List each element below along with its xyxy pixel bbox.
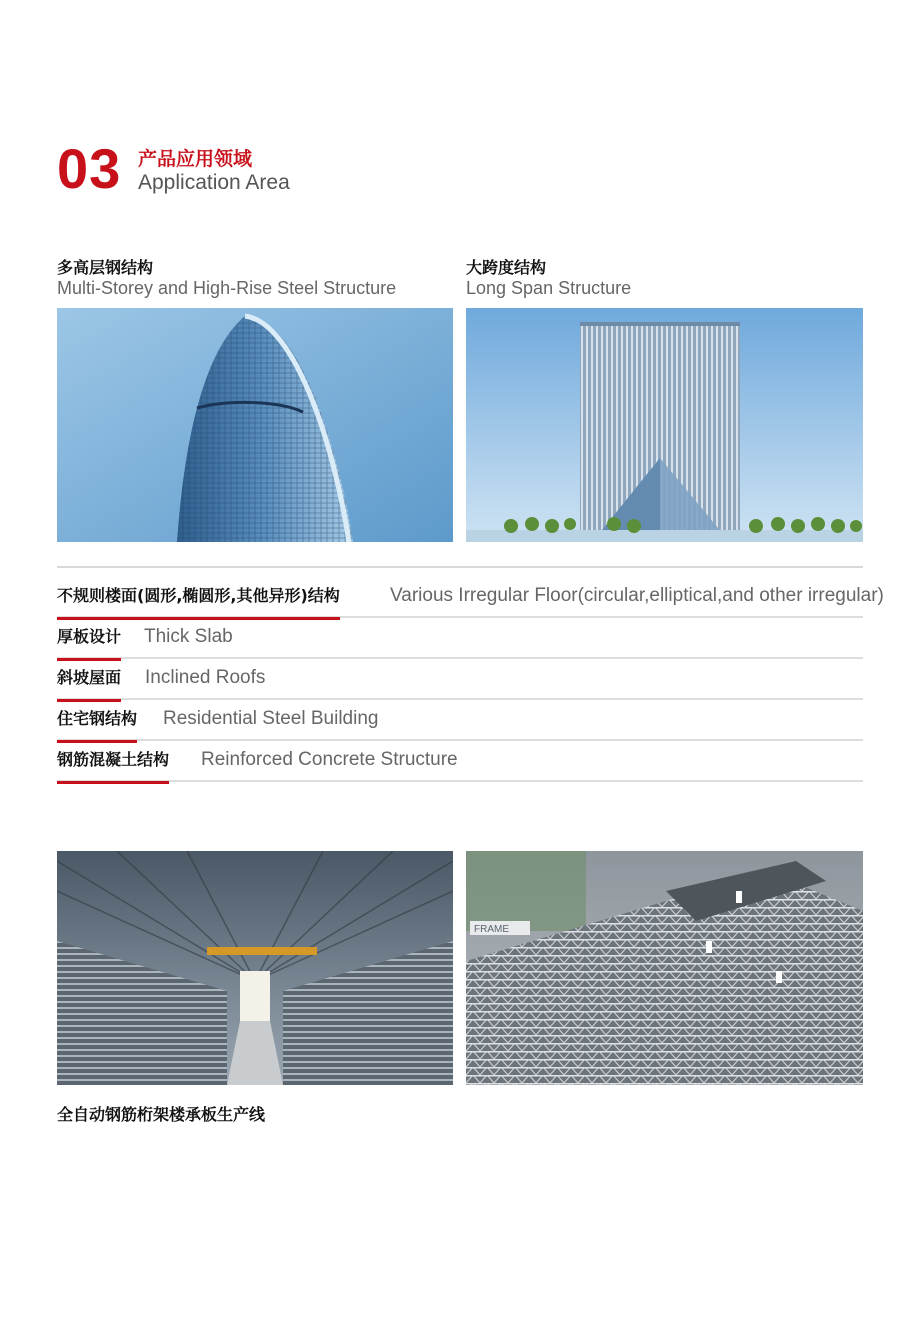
application-zh: 厚板设计 [57,627,122,646]
bottom-caption: 全自动钢筋桁架楼承板生产线 [57,1105,266,1124]
application-en: Inclined Roofs [145,667,266,688]
long-span-building-photo [466,308,863,542]
section-divider [57,566,863,568]
section-title-zh: 产品应用领域 [138,148,253,170]
panel-caption-high-rise [57,258,396,298]
truss-deck-stack-photo [466,851,863,1085]
frame-sign-text: FRAME [474,924,509,935]
application-en: Residential Steel Building [163,708,379,729]
application-en: Reinforced Concrete Structure [201,749,458,770]
application-row [57,659,863,700]
application-zh: 不规则楼面(圆形,椭圆形,其他异形)结构 [57,586,340,605]
panel-title-zh: 大跨度结构 [466,258,547,277]
application-zh: 钢筋混凝土结构 [57,750,170,769]
panel-caption-long-span [466,258,631,298]
application-en: Thick Slab [144,626,233,647]
application-zh: 住宅钢结构 [57,709,138,728]
section-number: 03 [57,137,122,200]
factory-interior-photo [57,851,453,1085]
application-zh-wrap [57,577,340,618]
curved-skyscraper-photo [57,308,453,542]
application-zh: 斜坡屋面 [57,668,122,687]
application-en: Various Irregular Floor(circular,elliptical,and other irregular) [390,585,884,606]
application-zh-wrap [57,741,169,782]
application-row [57,618,863,659]
panel-title-en: Multi-Storey and High-Rise Steel Structure [57,278,397,298]
panel-title-en: Long Span Structure [466,278,632,298]
application-row [57,741,863,782]
accent-underline [57,781,169,784]
application-zh-wrap [57,618,121,659]
application-row [57,577,884,618]
application-zh-wrap [57,700,137,741]
application-row [57,700,863,741]
panel-title-zh: 多高层钢结构 [57,258,154,277]
section-title-en: Application Area [138,171,290,194]
application-zh-wrap [57,659,121,700]
